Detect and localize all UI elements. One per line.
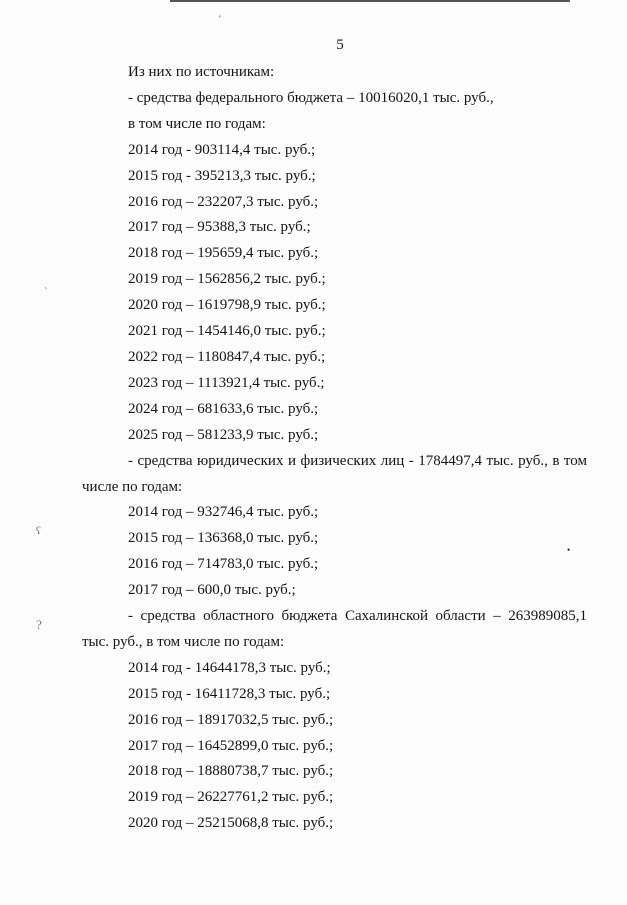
legal-year-line: 2014 год – 932746,4 тыс. руб.; bbox=[128, 504, 319, 521]
regional-year-line: 2016 год – 18917032,5 тыс. руб.; bbox=[128, 711, 334, 728]
federal-year-line: 2017 год – 95388,3 тыс. руб.; bbox=[128, 219, 311, 236]
federal-year-line: 2016 год – 232207,3 тыс. руб.; bbox=[128, 193, 319, 210]
intro-line: Из них по источникам: bbox=[128, 64, 275, 80]
scan-speck: ˴ bbox=[44, 281, 48, 293]
legal-entities-heading: - средства юридических и физических лиц - 1784497,4 тыс. руб., в том bbox=[128, 452, 587, 469]
scan-speck: ? bbox=[36, 617, 42, 632]
federal-year-line: 2015 год - 395213,3 тыс. руб.; bbox=[128, 167, 316, 184]
regional-year-line: 2015 год - 16411728,3 тыс. руб.; bbox=[128, 685, 331, 702]
scan-speck: ʻ bbox=[218, 13, 222, 25]
federal-year-line: 2022 год – 1180847,4 тыс. руб.; bbox=[128, 348, 326, 365]
document-body bbox=[82, 60, 587, 837]
federal-year-line: 2019 год – 1562856,2 тыс. руб.; bbox=[128, 271, 326, 288]
legal-year-line: 2016 год – 714783,0 тыс. руб.; bbox=[128, 556, 319, 573]
scan-speck: • bbox=[567, 545, 571, 555]
page-number: 5 bbox=[336, 37, 344, 53]
federal-budget-heading: - средства федерального бюджета – 10016020,1 тыс. руб., bbox=[128, 89, 494, 106]
federal-by-years-label: в том числе по годам: bbox=[128, 115, 266, 132]
regional-budget-heading: - средства областного бюджета Сахалинской области – 263989085,1 bbox=[128, 608, 587, 625]
federal-year-line: 2020 год – 1619798,9 тыс. руб.; bbox=[128, 297, 326, 314]
federal-year-line: 2023 год – 1113921,4 тыс. руб.; bbox=[128, 374, 325, 391]
federal-year-line: 2024 год – 681633,6 тыс. руб.; bbox=[128, 400, 319, 417]
regional-year-line: 2018 год – 18880738,7 тыс. руб.; bbox=[128, 763, 334, 780]
scan-speck: ʕ bbox=[36, 525, 41, 537]
federal-year-line: 2014 год - 903114,4 тыс. руб.; bbox=[128, 141, 316, 158]
federal-year-line: 2018 год – 195659,4 тыс. руб.; bbox=[128, 245, 319, 262]
legal-year-line: 2015 год – 136368,0 тыс. руб.; bbox=[128, 530, 319, 547]
legal-year-line: 2017 год – 600,0 тыс. руб.; bbox=[128, 582, 296, 599]
regional-year-line: 2017 год – 16452899,0 тыс. руб.; bbox=[128, 737, 334, 754]
regional-year-line: 2014 год - 14644178,3 тыс. руб.; bbox=[128, 659, 331, 676]
top-border-line bbox=[170, 0, 570, 2]
federal-year-line: 2021 год – 1454146,0 тыс. руб.; bbox=[128, 323, 326, 340]
regional-budget-heading-cont: тыс. руб., в том числе по годам: bbox=[82, 633, 285, 650]
regional-year-line: 2020 год – 25215068,8 тыс. руб.; bbox=[128, 815, 334, 832]
legal-entities-heading-cont: числе по годам: bbox=[82, 478, 183, 495]
regional-year-line: 2019 год – 26227761,2 тыс. руб.; bbox=[128, 789, 334, 806]
federal-year-line: 2025 год – 581233,9 тыс. руб.; bbox=[128, 426, 319, 443]
